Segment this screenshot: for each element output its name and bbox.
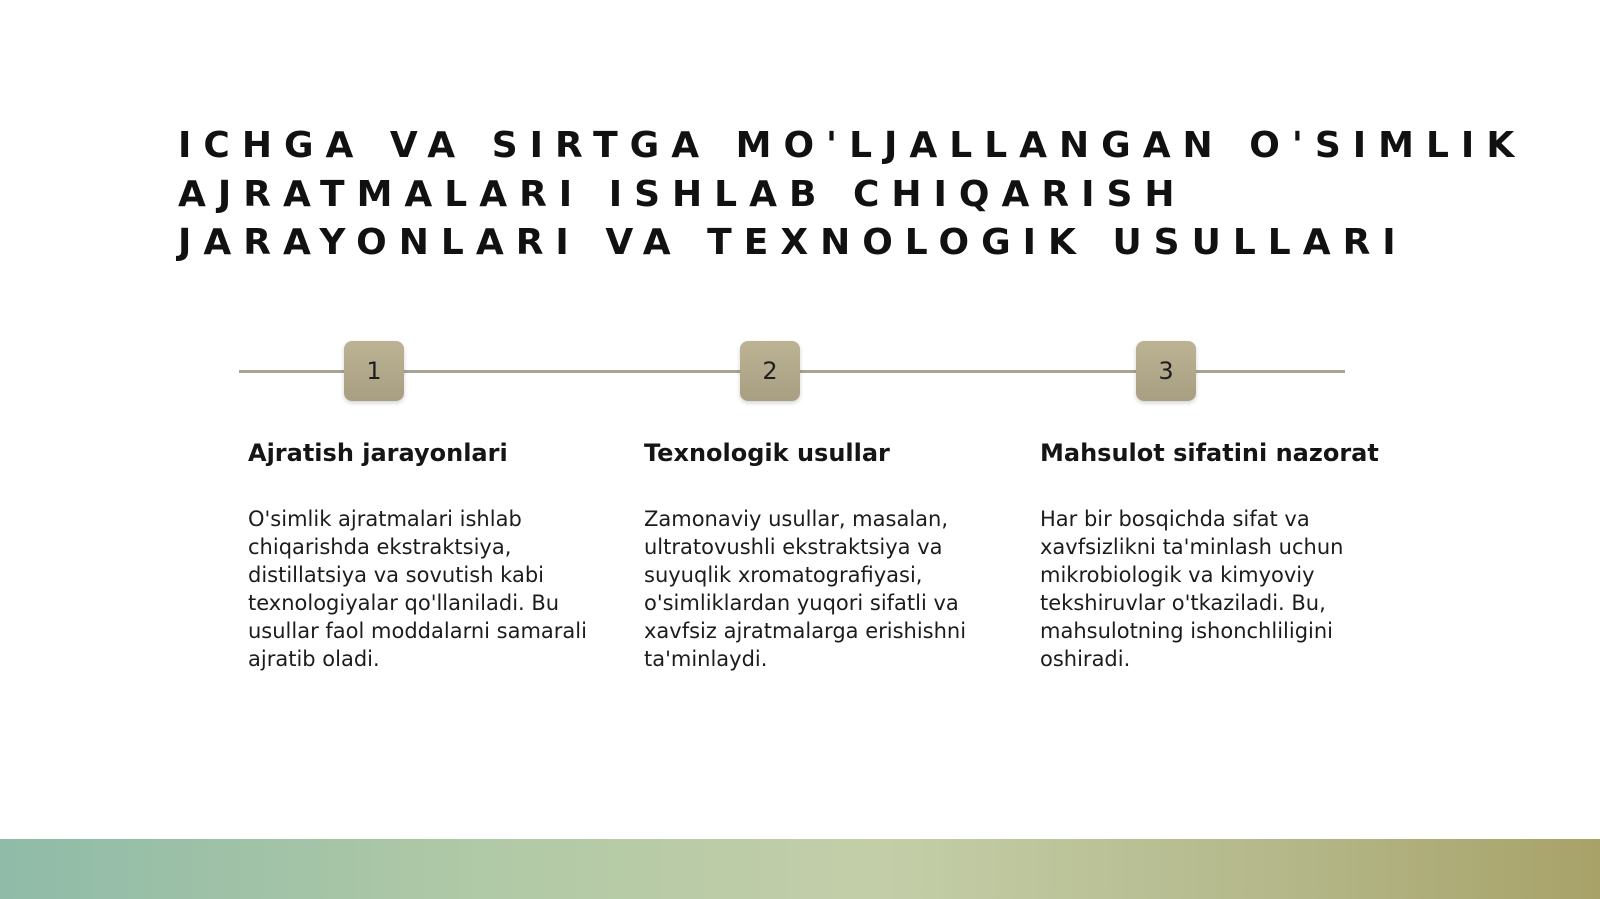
footer-gradient-band [0, 839, 1600, 899]
step-1-heading: Ajratish jarayonlari [248, 439, 508, 467]
step-marker-1: 1 [344, 341, 404, 401]
step-3-body: Har bir bosqichda sifat va xavfsizlikni ta'minlash uchun mikrobiologik va kimyoviy tekshiruvlar o'tkaziladi. Bu, mahsulotning ishonchliligini oshiradi. [1040, 507, 1344, 671]
step-marker-2: 2 [740, 341, 800, 401]
slide-title: ICHGA VA SIRTGA MO'LJALLANGAN O'SIMLIK AJRATMALARI ISHLAB CHIQARISH JARAYONLARI VA TEXNOLOGIK USULLARI [178, 125, 1527, 263]
step-3 [1040, 437, 1380, 673]
step-1 [248, 437, 588, 673]
step-2-heading: Texnologik usullar [644, 439, 890, 467]
step-2 [644, 437, 984, 673]
step-marker-3: 3 [1136, 341, 1196, 401]
step-3-heading: Mahsulot sifatini nazorat [1040, 439, 1379, 467]
step-2-body: Zamonaviy usullar, masalan, ultratovushli ekstraktsiya va suyuqlik xromatografiyasi, o'simliklardan yuqori sifatli va xavfsiz ajratmalarga erishishni ta'minlaydi. [644, 507, 967, 671]
step-1-body: O'simlik ajratmalari ishlab chiqarishda ekstraktsiya, distillatsiya va sovutish kabi texnologiyalar qo'llaniladi. Bu usullar faol moddalarni samarali ajratib oladi. [248, 507, 587, 671]
